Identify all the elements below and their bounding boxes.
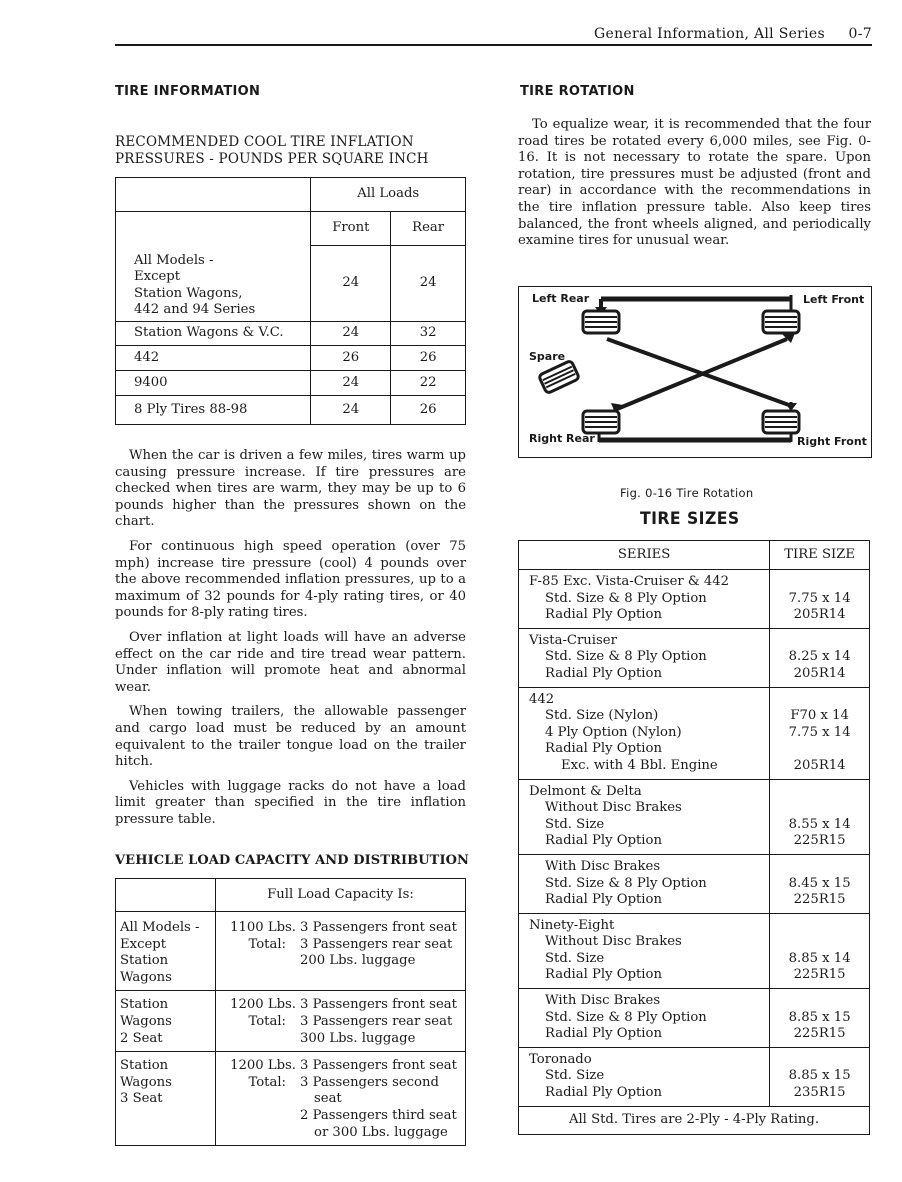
series-cell (519, 628, 770, 687)
tire-size-value: 205R14 (793, 665, 846, 681)
tire-size-value: 8.25 x 14 (788, 649, 851, 665)
inflation-row-label (116, 246, 311, 322)
series-line: Without Disc Brakes (545, 800, 682, 816)
label-line: Wagons (120, 1074, 172, 1090)
series-cell (519, 913, 770, 988)
label-line: Station Wagons, (134, 285, 243, 301)
series-line: Vista-Cruiser (529, 632, 617, 648)
tire-size-value: 225R15 (793, 1026, 846, 1042)
inflation-subtitle-line1: RECOMMENDED COOL TIRE INFLATION (115, 134, 414, 150)
right-rear-tire-icon (583, 411, 619, 433)
cross-line-right-to-left (617, 339, 787, 409)
front-pressure: 24 (311, 371, 391, 396)
paragraph: When towing trailers, the allowable passenger and cargo load must be reduced by an amount equivalent to the trailer tongue load on the trailer hitch. (115, 704, 466, 770)
load-capacity-table (115, 878, 466, 1146)
tire-size-cell (770, 1047, 870, 1106)
tire-size-value: 205R14 (793, 757, 846, 773)
inflation-subtitle-line2: PRESSURES - POUNDS PER SQUARE INCH (115, 151, 429, 167)
label-line: 2 Seat (120, 1030, 163, 1046)
tire-rotation-diagram (518, 286, 872, 458)
series-line: Delmont & Delta (529, 783, 642, 799)
inflation-row (116, 346, 466, 371)
series-line: Radial Ply Option (545, 665, 662, 681)
load-weight: 1200 Lbs. (230, 1058, 296, 1074)
series-line: Without Disc Brakes (545, 934, 682, 950)
load-row (116, 1052, 466, 1146)
tire-size-value: 225R15 (793, 967, 846, 983)
label-line: All Models - (120, 920, 200, 935)
load-row-detail (216, 912, 466, 991)
inflation-notes (115, 448, 466, 836)
inflation-row-label: 9400 (116, 371, 311, 396)
paragraph: Vehicles with luggage racks do not have a load limit greater than specified in the tire inflation pressure table. (115, 778, 466, 827)
front-pressure: 24 (311, 322, 391, 346)
tire-size-cell (770, 570, 870, 629)
front-pressure: 24 (311, 396, 391, 425)
front-pressure: 26 (311, 346, 391, 371)
load-row-label (116, 912, 216, 991)
inflation-row-label: 442 (116, 346, 311, 371)
front-pressure: 24 (311, 246, 391, 322)
series-cell (519, 570, 770, 629)
load-item: 3 Passengers front seat (300, 1058, 457, 1074)
tire-size-cell (770, 628, 870, 687)
tire-rotation-heading: TIRE ROTATION (520, 84, 635, 99)
spare-label: Spare (529, 350, 566, 363)
inflation-row (116, 246, 466, 322)
tire-size-cell (770, 687, 870, 779)
load-item: 3 Passengers front seat (300, 920, 457, 935)
inflation-table-label-head (116, 212, 311, 246)
tire-size-row (519, 687, 870, 779)
rear-pressure: 26 (391, 346, 466, 371)
load-item: seat (314, 1091, 342, 1107)
series-line: Std. Size (545, 816, 605, 832)
series-column-header: SERIES (519, 541, 770, 570)
all-loads-header: All Loads (311, 178, 466, 212)
load-total-label: Total: (248, 1013, 286, 1029)
load-row-detail (216, 1052, 466, 1146)
tire-size-column-header: TIRE SIZE (770, 541, 870, 570)
tire-size-value: 7.75 x 14 (788, 724, 851, 740)
rear-pressure: 22 (391, 371, 466, 396)
inflation-row (116, 322, 466, 346)
series-line: Exc. with 4 Bbl. Engine (561, 757, 718, 773)
paragraph: To equalize wear, it is recommended that the four road tires be rotated every 6,000 miles, see Fig. 0-16. It is not necessary to rotate the spare. Upon rotation, tire pressures must be adjusted (front and rear) in accordance with the recommendations in the tire inflation pressure table. Also keep tires balanced, the front wheels aligned, and periodically examine tires for unusual wear. (518, 117, 871, 249)
series-line: Radial Ply Option (545, 967, 662, 983)
tire-size-value: 235R15 (793, 1085, 846, 1101)
figure-caption: Fig. 0-16 Tire Rotation (620, 486, 754, 500)
rear-pressure: 32 (391, 322, 466, 346)
tire-size-row (519, 779, 870, 854)
series-line: Radial Ply Option (545, 1026, 662, 1042)
load-row-label (116, 991, 216, 1052)
load-weight: 1200 Lbs. (230, 997, 296, 1013)
tire-size-row (519, 628, 870, 687)
series-cell (519, 989, 770, 1048)
tire-size-cell (770, 779, 870, 854)
tire-size-value: 225R15 (793, 833, 846, 849)
inflation-row (116, 396, 466, 425)
tire-size-value: 225R15 (793, 892, 846, 908)
tire-size-row (519, 854, 870, 913)
right-rear-label: Right Rear (529, 432, 595, 445)
load-item: 3 Passengers rear seat (300, 1013, 453, 1029)
vehicle-load-heading: VEHICLE LOAD CAPACITY AND DISTRIBUTION (115, 853, 470, 868)
inflation-row-label: Station Wagons & V.C. (116, 322, 311, 346)
inflation-table-corner (116, 178, 311, 212)
series-line: Radial Ply Option (545, 1085, 662, 1101)
tire-size-value: 8.85 x 14 (788, 950, 851, 966)
header-title: General Information, All Series (594, 26, 826, 42)
paragraph: When the car is driven a few miles, tires warm up causing pressure increase. If tire pressures are checked when tires are warm, they may be up to 6 pounds higher than the pressures shown on the chart. (115, 448, 466, 530)
tire-sizes-title: TIRE SIZES (640, 509, 740, 529)
label-line: Except (120, 936, 166, 952)
tire-size-value: 8.85 x 15 (788, 1009, 851, 1025)
load-table-corner (116, 879, 216, 912)
load-item: 200 Lbs. luggage (300, 953, 416, 969)
load-row (116, 912, 466, 991)
rear-column-header: Rear (391, 212, 466, 246)
right-front-tire-icon (763, 411, 799, 433)
tire-sizes-footer: All Std. Tires are 2-Ply - 4-Ply Rating. (519, 1106, 870, 1134)
tire-size-row (519, 913, 870, 988)
tire-size-value: 7.75 x 14 (788, 590, 851, 606)
load-total-label: Total: (248, 1074, 286, 1090)
tire-sizes-body (519, 570, 870, 1107)
right-front-label: Right Front (797, 435, 867, 448)
load-item: 300 Lbs. luggage (300, 1030, 416, 1046)
load-total-label: Total: (248, 936, 286, 952)
full-load-header: Full Load Capacity Is: (216, 879, 466, 912)
label-line: 3 Seat (120, 1091, 163, 1107)
left-rear-tire-icon (583, 311, 619, 333)
load-weight: 1100 Lbs. (230, 920, 296, 935)
rear-pressure: 26 (391, 396, 466, 425)
rear-pressure: 24 (391, 246, 466, 322)
load-item: 2 Passengers third seat (300, 1107, 457, 1123)
tire-size-value (770, 741, 869, 758)
tire-size-row (519, 570, 870, 629)
inflation-row (116, 371, 466, 396)
series-line: Std. Size & 8 Ply Option (545, 1009, 707, 1025)
tire-sizes-table (518, 540, 870, 1135)
series-line: Std. Size (545, 1068, 605, 1084)
tire-size-cell (770, 854, 870, 913)
inflation-row-label: 8 Ply Tires 88-98 (116, 396, 311, 425)
tire-size-row (519, 989, 870, 1048)
series-line: Std. Size (545, 950, 605, 966)
front-column-header: Front (311, 212, 391, 246)
tire-size-value: F70 x 14 (790, 708, 849, 724)
tire-size-value: 8.45 x 15 (788, 875, 851, 891)
series-cell (519, 1047, 770, 1106)
series-line: Std. Size & 8 Ply Option (545, 649, 707, 665)
label-line: Wagons (120, 969, 172, 985)
series-line: Radial Ply Option (545, 607, 662, 623)
tire-size-value: 8.55 x 14 (788, 816, 851, 832)
series-line: Radial Ply Option (545, 833, 662, 849)
label-line: 442 and 94 Series (134, 302, 256, 318)
label-line: Station (120, 1058, 169, 1074)
tire-size-value: 205R14 (793, 607, 846, 623)
series-line: Std. Size (Nylon) (545, 708, 659, 724)
load-item: 3 Passengers rear seat (300, 936, 453, 952)
tire-size-row (519, 1047, 870, 1106)
load-row-detail (216, 991, 466, 1052)
series-line: With Disc Brakes (545, 993, 661, 1009)
load-row (116, 991, 466, 1052)
tire-size-cell (770, 989, 870, 1048)
tire-information-heading: TIRE INFORMATION (115, 84, 261, 99)
load-item: 3 Passengers front seat (300, 997, 457, 1013)
paragraph: Over inflation at light loads will have an adverse effect on the car ride and tire tread wear pattern. Under inflation will promote heat and abnormal wear. (115, 629, 466, 695)
paragraph: For continuous high speed operation (over 75 mph) increase tire pressure (cool) 4 pounds over the above recommended inflation pressures, up to a maximum of 32 pounds for 4-ply rating tires, or 40 pounds for 8-ply rating tires. (115, 538, 466, 621)
inflation-subtitle (115, 134, 429, 168)
series-line: 442 (529, 691, 555, 707)
spare-tire-icon (538, 360, 579, 393)
header-rule (115, 44, 872, 46)
series-line: Std. Size & 8 Ply Option (545, 875, 707, 891)
series-line: F-85 Exc. Vista-Cruiser & 442 (529, 574, 729, 589)
tire-size-value: 8.85 x 15 (788, 1068, 851, 1084)
left-front-label: Left Front (803, 293, 865, 306)
left-rear-label: Left Rear (532, 292, 590, 305)
load-item: 3 Passengers second (300, 1074, 439, 1090)
series-line: 4 Ply Option (Nylon) (545, 724, 682, 740)
label-line: Station (120, 997, 169, 1013)
page-number: 0-7 (848, 26, 872, 42)
label-line: Except (134, 269, 180, 285)
label-line: Station (120, 953, 169, 969)
rotation-text (518, 117, 871, 258)
tire-size-cell (770, 913, 870, 988)
page-header (594, 26, 872, 42)
series-line: Radial Ply Option (545, 741, 662, 757)
load-row-label (116, 1052, 216, 1146)
left-front-tire-icon (763, 311, 799, 333)
series-line: Radial Ply Option (545, 892, 662, 908)
series-line: Ninety-Eight (529, 917, 615, 933)
series-line: With Disc Brakes (545, 858, 661, 874)
inflation-table (115, 177, 466, 425)
series-cell (519, 687, 770, 779)
series-cell (519, 779, 770, 854)
label-line: All Models - (134, 252, 214, 268)
load-item: or 300 Lbs. luggage (314, 1124, 448, 1140)
series-line: Std. Size & 8 Ply Option (545, 590, 707, 606)
label-line: Wagons (120, 1013, 172, 1029)
series-cell (519, 854, 770, 913)
series-line: Toronado (529, 1051, 592, 1067)
